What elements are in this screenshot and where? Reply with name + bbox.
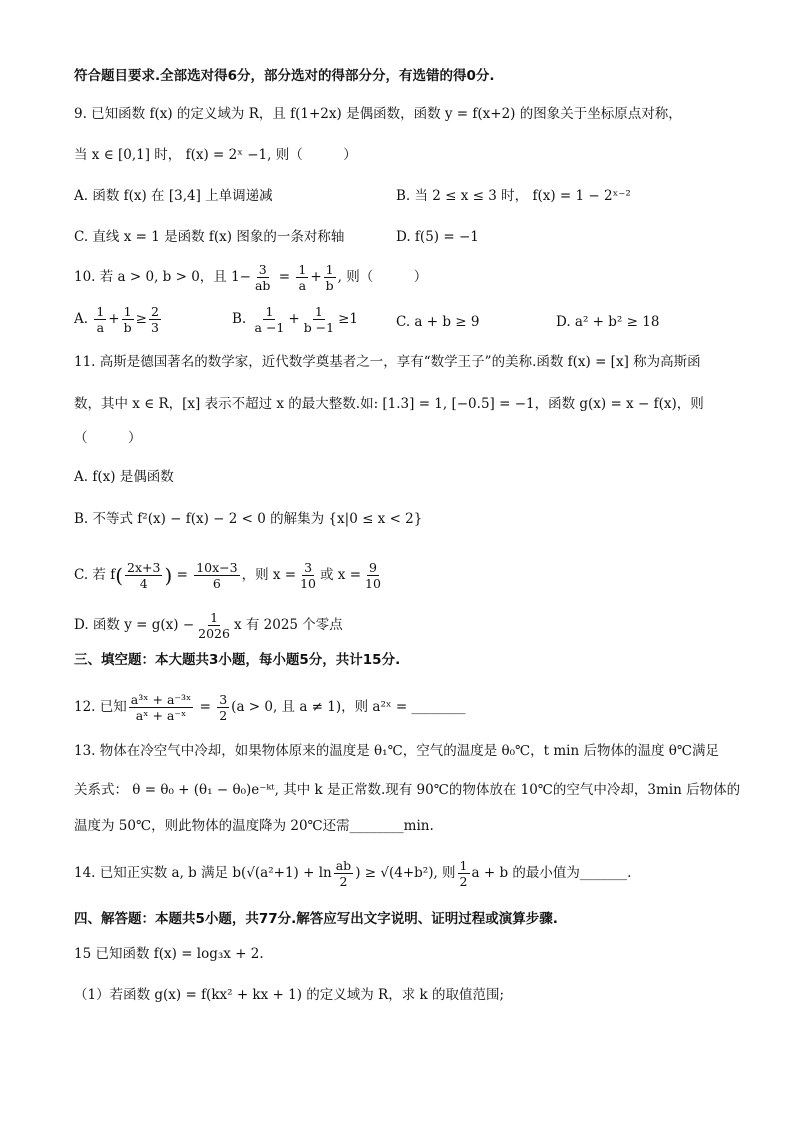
q9-option-c: C. 直线 x = 1 是函数 f(x) 图象的一条对称轴 — [74, 229, 345, 245]
q9-stem-line1: 9. 已知函数 f(x) 的定义域为 R，且 f(1+2x) 是偶函数，函数 y = f(x+2) 的图象关于坐标原点对称， — [74, 106, 682, 122]
q11-stem-line3: （ ） — [74, 430, 142, 446]
q9-stem-line2: 当 x ∈ [0,1] 时， f(x) = 2ˣ −1, 则（ ） — [74, 147, 357, 163]
q10-option-a: A. $\frac{1}{a}$ + $\frac{1}{b}$ ≥ $\frac{2}{3}$ — [74, 304, 159, 335]
q11-option-a: A. f(x) 是偶函数 — [74, 469, 174, 485]
section-3-heading: 三、填空题：本大题共3小题，每小题5分，共计15分. — [74, 652, 401, 668]
q11-option-c: C. 若 f( $\frac{2x+3}{4}$ ) = $\frac{10x-3}{6}$ ，则 x = $\frac{3}{10}$ 或 x = $\frac{9}{10}$ — [74, 560, 381, 591]
q10-stem: 10. 若 a > 0, b > 0，且 1− $\frac{3}{ab}$ = $\frac{1}{a}$ + $\frac{1}{b}$ , 则（ ） — [74, 262, 428, 293]
q15-stem: 15 已知函数 f(x) = log₃x + 2. — [74, 946, 264, 962]
q13-line2: 关系式： θ = θ₀ + (θ₁ − θ₀)e⁻ᵏᵗ, 其中 k 是正常数.现有 90℃的物体放在 10℃的空气中冷却，3min 后物体的 — [74, 782, 741, 798]
q9-option-a: A. 函数 f(x) 在 [3,4] 上单调递减 — [74, 188, 273, 204]
q10-option-c: C. a + b ≥ 9 — [396, 314, 480, 330]
q11-option-b: B. 不等式 f²(x) − f(x) − 2 < 0 的解集为 {x|0 ≤ x < 2} — [74, 511, 423, 527]
q10-option-b: B. $\frac{1}{a -1}$ + $\frac{1}{b -1}$ ≥1 — [232, 304, 358, 335]
q14: 14. 已知正实数 a, b 满足 b(√(a²+1) + ln $\frac{ab}{2}$ ) ≥ √(4+b²), 则 $\frac{1}{2}$ a + b 的最小值为_______. — [74, 858, 632, 889]
q9-option-b: B. 当 2 ≤ x ≤ 3 时， f(x) = 1 − 2ˣ⁻² — [396, 188, 631, 204]
q10-option-d: D. a² + b² ≥ 18 — [556, 314, 660, 330]
q11-stem-line1: 11. 高斯是德国著名的数学家，近代数学奠基者之一，享有“数学王子”的美称.函数 f(x) = [x] 称为高斯函 — [74, 354, 701, 370]
q15-part1: （1）若函数 g(x) = f(kx² + kx + 1) 的定义域为 R，求 k 的取值范围; — [74, 987, 505, 1003]
q9-option-d: D. f(5) = −1 — [396, 229, 479, 245]
q13-line1: 13. 物体在冷空气中冷却，如果物体原来的温度是 θ₁℃，空气的温度是 θ₀℃，t min 后物体的温度 θ℃满足 — [74, 743, 719, 759]
q11-stem-line2: 数，其中 x ∈ R，[x] 表示不超过 x 的最大整数.如: [1.3] = 1, [−0.5] = −1，函数 g(x) = x − f(x)，则 — [74, 396, 704, 412]
section-header-note: 符合题目要求.全部选对得6分，部分选对的得部分分，有选错的得0分. — [74, 68, 495, 84]
q13-line3: 温度为 50℃，则此物体的温度降为 20℃还需________min. — [74, 818, 434, 834]
q11-option-d: D. 函数 y = g(x) − $\frac{1}{2026}$ x 有 2025 个零点 — [74, 610, 343, 641]
section-4-heading: 四、解答题：本题共5小题，共77分.解答应写出文字说明、证明过程或演算步骤. — [74, 911, 558, 927]
q12: 12. 已知 $\frac{\text{a³ˣ + a⁻³ˣ}}{\text{aˣ + a⁻ˣ}}$ = $\frac{3}{2}$ (a > 0, 且 a ≠ 1)，则 a²ˣ = ________ — [74, 692, 466, 723]
